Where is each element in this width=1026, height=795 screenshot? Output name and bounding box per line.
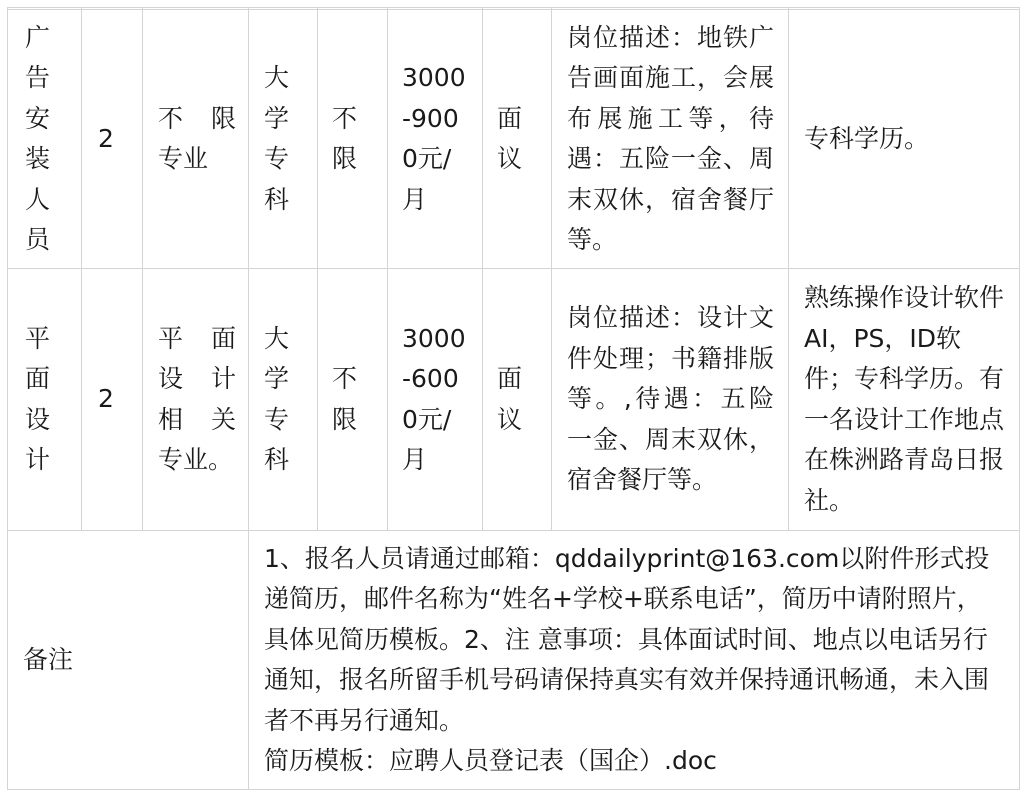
experience-cell: [318, 269, 388, 531]
interview-cell: [483, 10, 552, 269]
description-cell: 岗位描述：地铁广告画面施工，会展布展施工等，待遇：五险一金、周末双休，宿舍餐厅等。: [552, 10, 789, 269]
major-cell: 不 限专业: [143, 10, 249, 269]
count-cell: 2: [82, 10, 143, 269]
interview-cell: [483, 269, 552, 531]
experience-cell: [318, 10, 388, 269]
education-cell: [249, 10, 318, 269]
requirements-cell: 熟练操作设计软件AI，PS，ID软件；专科学历。有一名设计工作地点在株洲路青岛日报社。: [789, 269, 1020, 531]
table-row: [8, 269, 1020, 531]
table-row: [8, 10, 1020, 269]
requirements-cell: 专科学历。: [789, 10, 1020, 269]
job-table: [7, 7, 1020, 790]
resume-template-line: 简历模板：应聘人员登记表（国企）.doc: [264, 746, 717, 775]
education-cell: [249, 269, 318, 531]
major-cell: 平 面设 计相 关专业。: [143, 269, 249, 531]
remarks-row: [8, 531, 1020, 790]
salary-text: 3000-6000元/月: [402, 323, 466, 474]
count-cell: 2: [82, 269, 143, 531]
interview-text: 面议: [497, 364, 523, 434]
position-name: 广告安装人员: [25, 22, 51, 254]
interview-text: 面议: [497, 103, 523, 173]
position-name: 平面设计: [25, 323, 51, 474]
description-cell: 岗位描述：设计文件处理；书籍排版等。,待遇：五险一金、周末双休，宿舍餐厅等。: [552, 269, 789, 531]
remarks-text: 1、报名人员请通过邮箱：qddailyprint@163.com以附件形式投递简历，邮件名称为“姓名+学校+联系电话”，简历中请附照片，具体见简历模板。2、注 意事项：具体面试时间、地点以电话另行通知，报名所留手机号码请保持真实有效并保持通讯畅通，未入围者不再另行通知。: [264, 543, 990, 735]
education-text: 大学专科: [264, 63, 290, 214]
remarks-label: 备注: [8, 531, 249, 790]
salary-cell: [388, 10, 483, 269]
salary-cell: [388, 269, 483, 531]
salary-text: 3000-9000元/月: [402, 63, 466, 214]
position-cell: [8, 269, 82, 531]
education-text: 大学专科: [264, 323, 290, 474]
experience-text: 不限: [332, 364, 358, 434]
position-cell: [8, 10, 82, 269]
experience-text: 不限: [332, 103, 358, 173]
remarks-cell: [249, 531, 1020, 790]
